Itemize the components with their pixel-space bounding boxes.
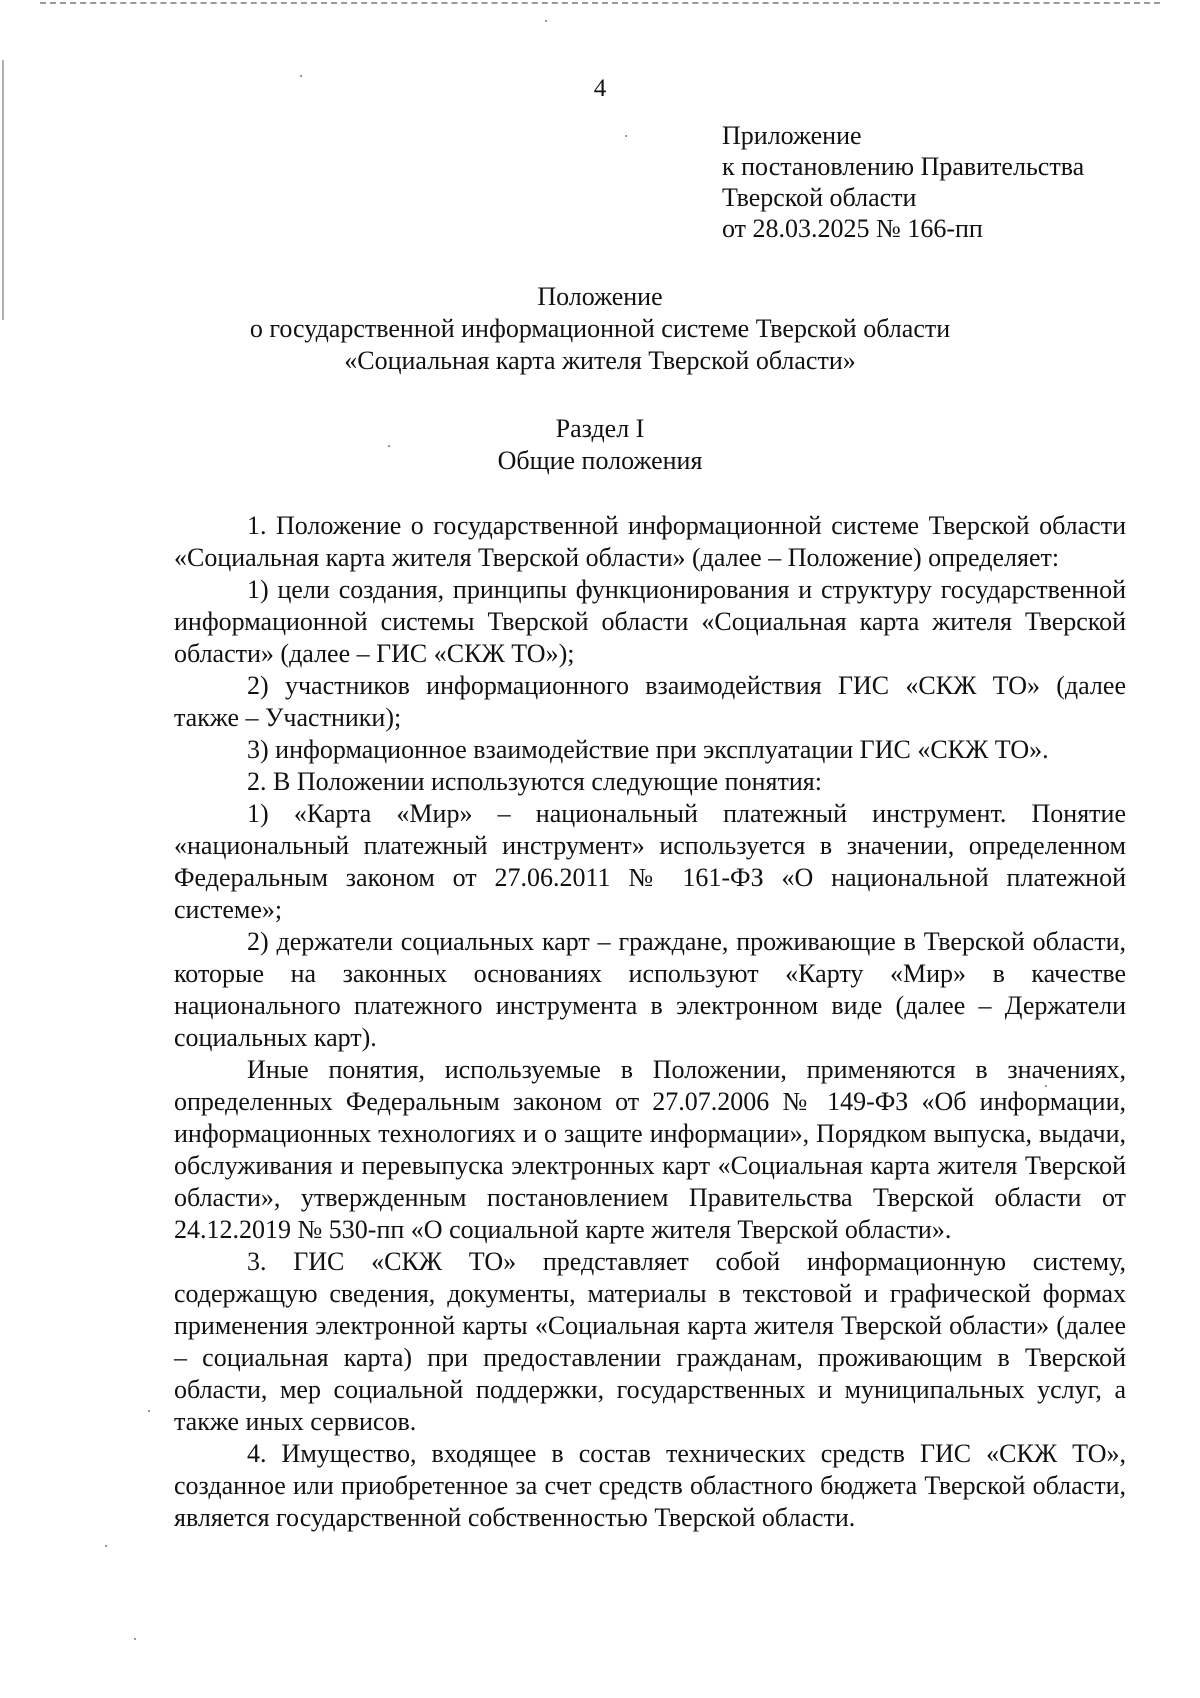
paragraph: 2) держатели социальных карт – граждане, проживающие в Тверской области, которые на законных основаниях используют «Карту «Мир» в качестве национального платежного инструмента в электронном виде (далее – Держатели социальных карт). <box>174 927 1126 1052</box>
document-body <box>174 510 1126 1534</box>
appendix-line: Тверской области <box>722 183 917 212</box>
paragraph: 1. Положение о государственной информационной системе Тверской области «Социальная карта жителя Тверской области» (далее – Положение) определяет: <box>174 511 1126 572</box>
paragraph: 4. Имущество, входящее в состав технических средств ГИС «СКЖ ТО», созданное или приобретенное за счет средств областного бюджета Тверской области, является государственной собственностью Тверской области. <box>174 1439 1126 1532</box>
paragraph: 2) участников информационного взаимодействия ГИС «СКЖ ТО» (далее также – Участники); <box>174 671 1126 732</box>
appendix-line: к постановлению Правительства <box>722 152 1085 181</box>
paragraph: Иные понятия, используемые в Положении, применяются в значениях, определенных Федеральным законом от 27.07.2006 № 149-ФЗ «Об информации, информационных технологиях и о защите информации», Порядком выпуска, выдачи, обслуживания и перевыпуска электронных карт «Социальная карта жителя Тверской области», утвержденным постановлением Правительства Тверской области от 24.12.2019 № 530-пп «О социальной карте жителя Тверской области». <box>174 1055 1126 1244</box>
scan-speck <box>134 1638 136 1640</box>
section-heading <box>0 413 1200 477</box>
page-number: 4 <box>593 75 607 102</box>
paragraph: 1) цели создания, принципы функционирования и структуру государственной информационной системы Тверской области «Социальная карта жителя Тверской области» (далее – ГИС «СКЖ ТО»); <box>174 575 1126 668</box>
scan-speck <box>148 1410 150 1412</box>
appendix-header <box>722 120 1084 244</box>
paragraph: 3) информационное взаимодействие при эксплуатации ГИС «СКЖ ТО». <box>247 735 1049 764</box>
paragraph: 1) «Карта «Мир» – национальный платежный инструмент. Понятие «национальный платежный инструмент» используется в значении, определенном Федеральным законом от 27.06.2011 № 161-ФЗ «О национальной платежной системе»; <box>174 799 1126 924</box>
section-number: Раздел I <box>555 414 645 443</box>
appendix-line: от 28.03.2025 № 166-пп <box>722 214 983 243</box>
title-line: Положение <box>537 282 663 311</box>
title-line: «Социальная карта жителя Тверской области» <box>344 346 856 375</box>
scan-speck <box>625 135 627 137</box>
paragraph: 3. ГИС «СКЖ ТО» представляет собой информационную систему, содержащую сведения, документы, материалы в текстовой и графической формах применения электронной карты «Социальная карта жителя Тверской области» (далее – социальная карта) при предоставлении гражданам, проживающим в Тверской области, мер социальной поддержки, государственных и муниципальных услуг, а также иных сервисов. <box>174 1247 1126 1436</box>
title-line: о государственной информационной системе Тверской области <box>249 314 951 343</box>
appendix-line: Приложение <box>722 121 862 150</box>
document-title <box>0 281 1200 377</box>
section-name: Общие положения <box>497 446 703 475</box>
scan-speck <box>545 20 547 22</box>
paragraph: 2. В Положении используются следующие понятия: <box>247 767 822 796</box>
scan-speck <box>105 1545 107 1547</box>
scan-top-edge <box>40 2 1160 4</box>
